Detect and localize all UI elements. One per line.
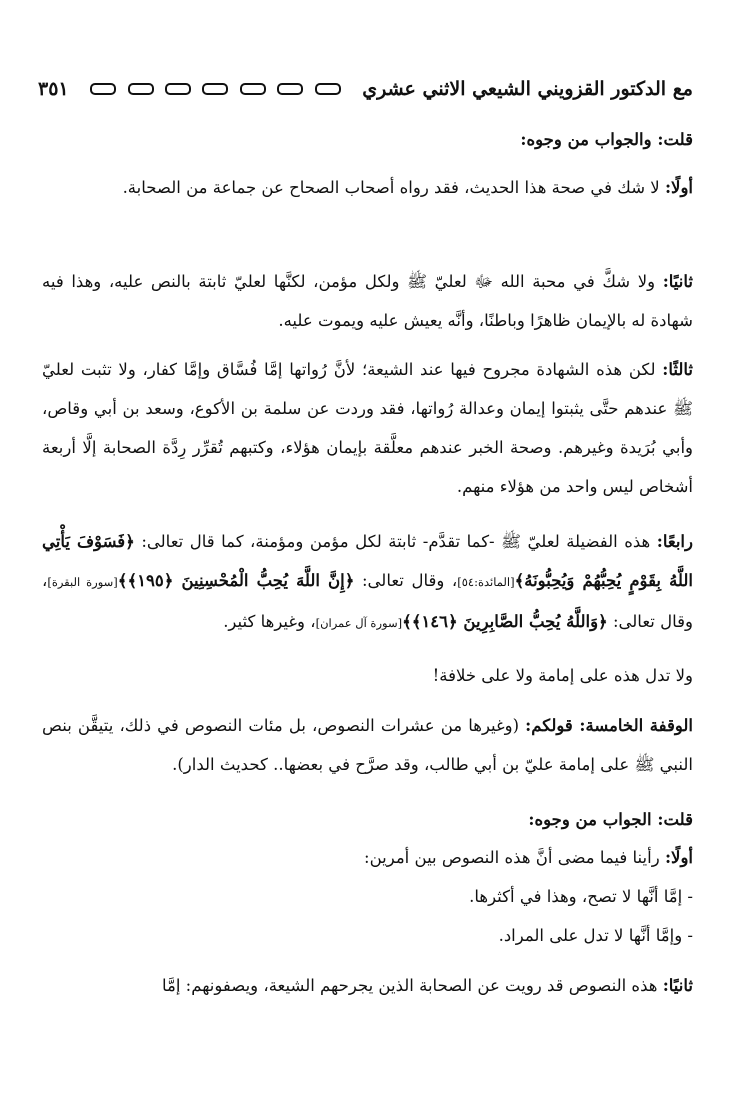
paragraph-text: ولا شكَّ في محبة الله ﷻ لعليّ ﷺ ولكل مؤمن، لكنَّها لعليّ ثابتة بالنص عليه، وهذا فيه شهادة له بالإيمان ظاهرًا وباطنًا، وأنَّه يعيش عليه ويموت عليه. [42,272,693,330]
paragraph-text: لكن هذه الشهادة مجروح فيها عند الشيعة؛ لأنَّ رُواتها إمَّا فُسَّاق وإمَّا كفار، ولا تثبت لعليّ ﷺ عندهم حتَّى يثبتوا إيمان وعدالة رُواتها، فقد وردت عن سلمة بن الأكوع، وسعد بن أبي وقاص، وأبي بُرَيدة وغيرهم. وصحة الخبر عندهم معلَّقة بإيمان هؤلاء، وكتبهم تُقرِّر رِدَّة الصحابة إلَّا أربعة أشخاص ليس واحد من هؤلاء منهم. [42,360,693,496]
paragraph-fifth-stop [42,706,693,784]
quran-verse: ﴿فَسَوْفَ يَأْتِي اللَّهُ بِقَوْمٍ يُحِبُّهُمْ وَيُحِبُّونَهُ﴾ [42,532,693,590]
paragraph-text: رأينا فيما مضى أنَّ هذه النصوص بين أمرين: [364,848,665,867]
paragraph-text: هذه النصوص قد رويت عن الصحابة الذين يجرحهم الشيعة، ويصفونهم: إمَّا [161,976,663,995]
paragraph-first-2 [42,838,693,877]
quran-verse: ﴿إِنَّ اللَّهَ يُحِبُّ الْمُحْسِنِينَ ﴿١٩٥﴾﴾ [117,571,355,590]
paragraph-fourth [42,522,693,643]
paragraph-text: ، وقال تعالى: [354,571,458,590]
paragraph-answer-intro-2: قلت: الجواب من وجوه: [528,810,693,829]
paragraph-first [42,168,693,207]
page-number: ٣٥١ [38,78,69,100]
paragraph-second [42,262,693,340]
paragraph-text: هذه الفضيلة لعليّ ﷺ -كما تقدَّم- ثابتة لكل مؤمن ومؤمنة، كما قال تعالى: [134,532,657,551]
quran-verse: ﴿وَاللَّهُ يُحِبُّ الصَّابِرِينَ ﴿١٤٦﴾﴾ [402,612,608,631]
paragraph-label: رابعًا: [656,532,693,551]
paragraph-text: ، وقال تعالى: [42,571,693,631]
paragraph-answer-intro: قلت: والجواب من وجوه: [520,130,693,149]
paragraph-label: ثانيًا: [662,272,693,291]
list-item-one: - إمَّا أنَّها لا تصح، وهذا في أكثرها. [469,887,693,906]
paragraph-text: لا شك في صحة هذا الحديث، فقد رواه أصحاب الصحاح عن جماعة من الصحابة. [122,178,665,197]
list-item-two: - وإمَّا أنَّها لا تدل على المراد. [498,926,693,945]
paragraph-label: ثالثًا: [662,360,693,379]
paragraph-label: الوقفة الخامسة: قولكم: [525,716,693,735]
paragraph-label: ثانيًا: [662,976,693,995]
paragraph-third [42,350,693,506]
running-header [38,72,693,106]
paragraph-text: (وغيرها من عشرات النصوص، بل مئات النصوص في ذلك، يتيقَّن بنص النبي ﷺ على إمامة عليّ بن أبي طالب، وقد صرَّح في بعضها.. كحديث الدار). [42,716,693,774]
paragraph-no-imamate: ولا تدل هذه على إمامة ولا على خلافة! [432,666,693,685]
paragraph-label: أولًا: [664,178,693,197]
paragraph-second-2 [42,966,693,1005]
header-title: مع الدكتور القزويني الشيعي الاثني عشري [362,78,693,100]
paragraph-text: ، وغيرها كثير. [223,612,316,631]
verse-reference: [المائدة:٥٤] [457,575,515,589]
verse-reference: [سورة البقرة] [47,575,118,589]
header-ornament [79,84,353,94]
paragraph-label: أولًا: [664,848,693,867]
verse-reference: [سورة آل عمران] [315,616,403,630]
